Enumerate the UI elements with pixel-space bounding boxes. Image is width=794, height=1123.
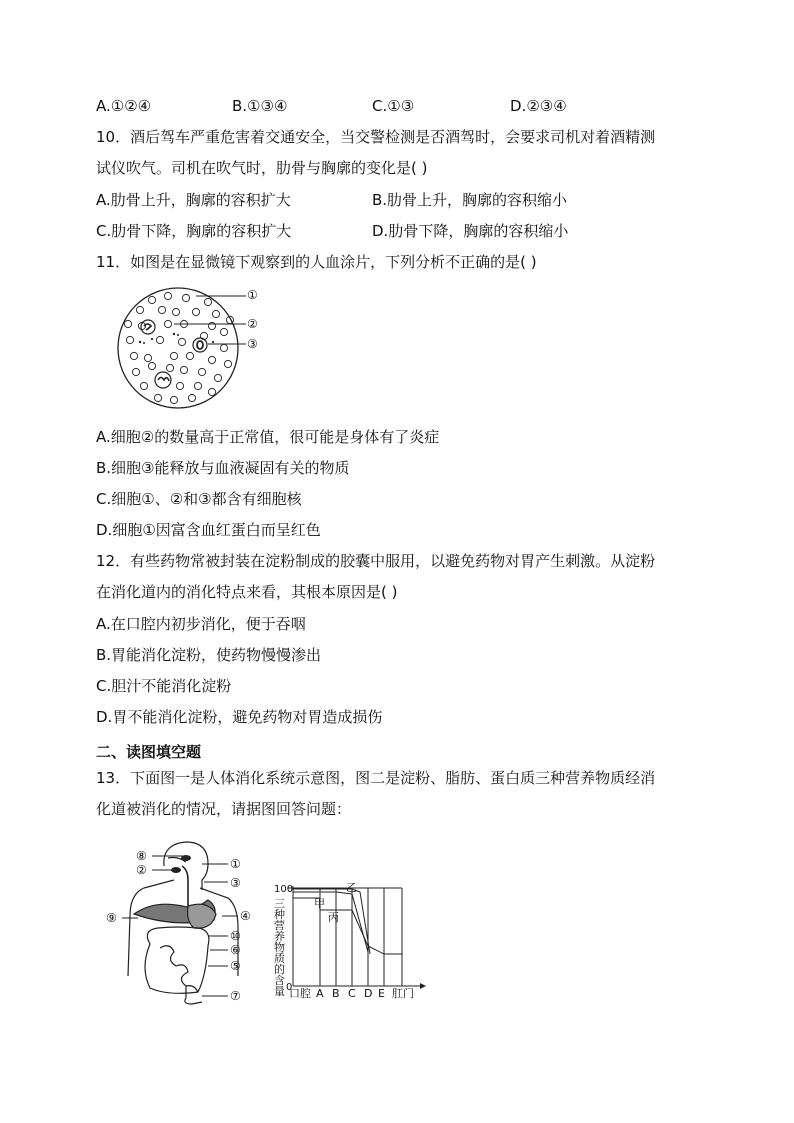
fig1-label-5: ⑤	[230, 959, 241, 973]
curve-label-jia: 甲	[314, 897, 325, 910]
red-blood-cell	[176, 382, 183, 389]
q9-option-d: D.②③④	[510, 97, 567, 115]
q11-option-a: A.细胞②的数量高于正常值，很可能是身体有了炎症	[96, 428, 440, 446]
y-axis-title: 三种营养物质的含量	[274, 897, 285, 998]
red-blood-cell	[204, 298, 211, 305]
red-blood-cell	[154, 394, 161, 401]
q12-option-c: C.胆汁不能消化淀粉	[96, 677, 232, 695]
q10-stem-line1: 10．酒后驾车严重危害着交通安全，当交警检测是否酒驾时，会要求司机对着酒精测	[96, 128, 656, 146]
red-blood-cell	[144, 354, 151, 361]
q11-option-c: C.细胞①、②和③都含有细胞核	[96, 490, 302, 508]
fig1-label-8: ⑧	[136, 849, 147, 863]
q10-option-b: B.肋骨上升，胸廓的容积缩小	[372, 191, 568, 209]
q12-option-b: B.胃能消化淀粉，使药物慢慢渗出	[96, 646, 322, 664]
red-blood-cell	[126, 336, 133, 343]
red-blood-cell	[224, 360, 231, 367]
red-blood-cell	[214, 374, 221, 381]
fig11-label-2: ②	[247, 317, 258, 331]
q10-option-c: C.肋骨下降，胸廓的容积扩大	[96, 222, 292, 240]
red-blood-cell	[208, 388, 215, 395]
red-blood-cell	[208, 322, 215, 329]
fig1-label-9: ⑨	[106, 911, 117, 925]
x-label-b: B	[332, 987, 340, 1000]
x-label-d: D	[364, 987, 373, 1000]
red-blood-cell	[220, 344, 227, 351]
curve-label-yi: 乙	[346, 881, 357, 894]
red-blood-cell	[212, 310, 219, 317]
red-blood-cell	[220, 328, 227, 335]
fig1-label-6: ⑥	[230, 943, 241, 957]
red-blood-cell	[158, 306, 165, 313]
curve-label-bing: 丙	[328, 911, 339, 924]
x-label-ganmen: 肛门	[392, 987, 414, 1000]
red-blood-cell	[170, 352, 177, 359]
fig1-label-2: ②	[136, 863, 147, 877]
fig1-label-10: ⑩	[230, 929, 241, 943]
fig1-label-7: ⑦	[230, 989, 241, 1003]
x-label-c: C	[348, 987, 356, 1000]
y-axis-zero-tick: 0	[286, 982, 293, 993]
fig11-label-1: ①	[247, 288, 258, 302]
q12-stem-line1: 12．有些药物常被封装在淀粉制成的胶囊中服用，以避免药物对胃产生刺激。从淀粉	[96, 552, 656, 570]
red-blood-cell	[136, 306, 143, 313]
fig1-label-1: ①	[230, 857, 241, 871]
red-blood-cell	[198, 368, 205, 375]
q13-stem-line1: 13．下面图一是人体消化系统示意图，图二是淀粉、脂肪、蛋白质三种营养物质经消	[96, 769, 656, 787]
q9-option-c: C.①③	[372, 97, 415, 115]
red-blood-cell	[156, 336, 163, 343]
red-blood-cell	[140, 382, 147, 389]
red-blood-cell	[130, 352, 137, 359]
q10-option-a: A.肋骨上升，胸廓的容积扩大	[96, 191, 291, 209]
q11-option-b: B.细胞③能释放与血液凝固有关的物质	[96, 459, 350, 477]
q12-stem-line2: 在消化道内的消化特点来看，其根本原因是( )	[96, 583, 398, 601]
red-blood-cell	[172, 308, 179, 315]
q10-stem-line2: 试仪吹气。司机在吹气时，肋骨与胸廓的变化是( )	[96, 159, 428, 177]
red-blood-cell	[192, 308, 199, 315]
q10-option-d: D.肋骨下降，胸廓的容积缩小	[372, 222, 569, 240]
x-label-kouqiang: 口腔	[289, 987, 311, 1000]
curve-jia	[293, 898, 402, 954]
red-blood-cell	[180, 366, 187, 373]
x-axis-arrow	[420, 983, 426, 989]
red-blood-cell	[194, 382, 201, 389]
red-blood-cell	[188, 394, 195, 401]
x-label-e: E	[378, 987, 385, 1000]
fig11-label-3: ③	[247, 337, 258, 351]
red-blood-cell	[182, 294, 189, 301]
red-blood-cell	[170, 396, 177, 403]
red-blood-cell	[178, 338, 185, 345]
y-axis-top-tick: 100	[274, 884, 294, 895]
q12-option-d: D.胃不能消化淀粉，避免药物对胃造成损伤	[96, 708, 383, 726]
red-blood-cell	[148, 362, 155, 369]
section-title: 二、读图填空题	[96, 743, 202, 761]
q11-stem: 11．如图是在显微镜下观察到的人血涂片，下列分析不正确的是( )	[96, 253, 537, 271]
q12-option-a: A.在口腔内初步消化，便于吞咽	[96, 615, 306, 633]
q9-option-a: A.①②④	[96, 97, 152, 115]
red-blood-cell	[124, 320, 131, 327]
fig1-label-4: ④	[240, 909, 251, 923]
q11-option-d: D.细胞①因富含血红蛋白而呈红色	[96, 521, 321, 539]
q13-stem-line2: 化道被消化的情况，请据图回答问题：	[96, 800, 352, 818]
red-blood-cell	[164, 292, 171, 299]
red-blood-cell	[166, 364, 173, 371]
fig1-label-3: ③	[230, 876, 241, 890]
red-blood-cell	[208, 356, 215, 363]
q9-option-b: B.①③④	[232, 97, 288, 115]
red-blood-cell	[164, 320, 171, 327]
red-blood-cell	[132, 368, 139, 375]
x-label-a: A	[316, 987, 324, 1000]
red-blood-cell	[148, 296, 155, 303]
red-blood-cell	[186, 352, 193, 359]
